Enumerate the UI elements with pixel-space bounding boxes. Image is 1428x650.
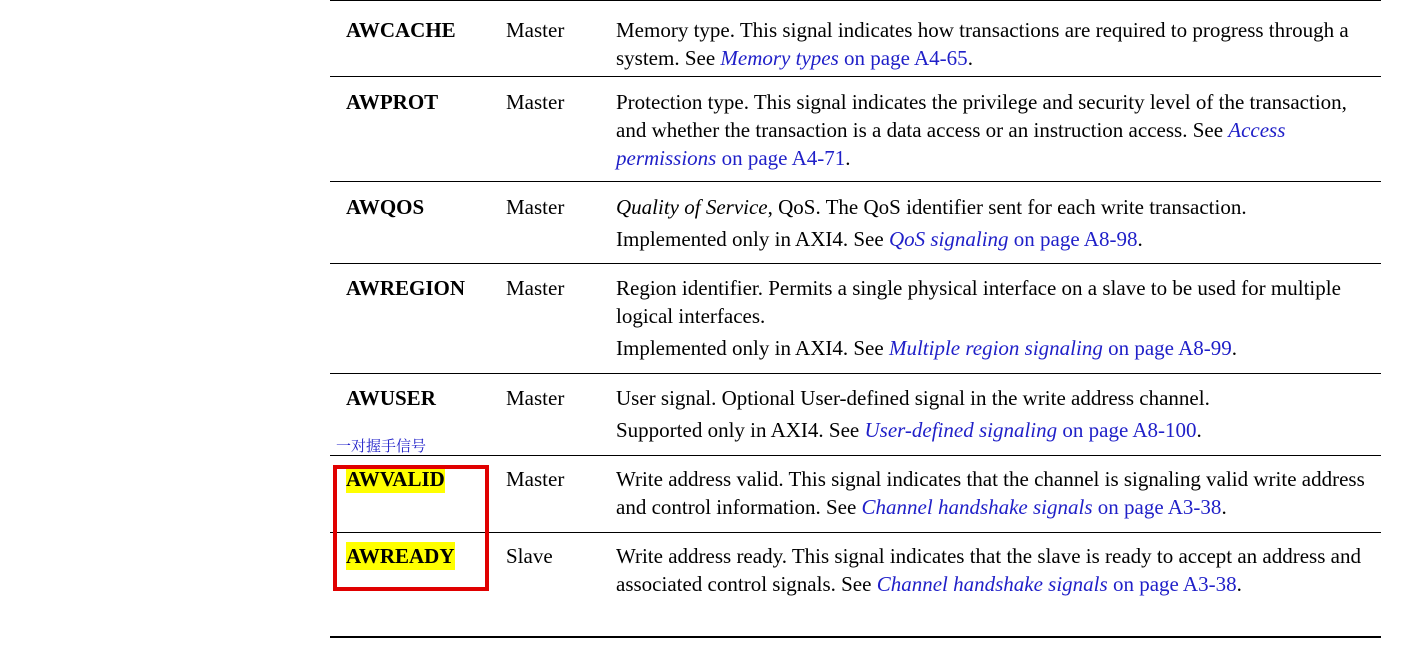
signal-description: Protection type. This signal indicates the privilege and security level of the transaction, and whether the transaction is a data access or an instruction access. See Access permissions on page A4-71. [616,90,1347,170]
table-row [330,374,1381,456]
cross-reference-link[interactable]: Multiple region signaling on page A8-99 [888,336,1232,360]
signal-name: AWPROT [346,90,439,114]
cross-reference-link[interactable]: Access permissions on page A4-71 [616,118,1286,170]
cross-reference-link[interactable]: User-defined signaling on page A8-100 [864,418,1197,442]
signal-description: User signal. Optional User-defined signal in the write address channel. Supported only in AXI4. See User-defined signaling on page A8-100. [616,386,1210,442]
signal-name: AWREADY [346,544,455,568]
signal-name: AWREGION [346,276,466,300]
table-row [330,182,1381,264]
signal-source: Master [506,276,565,300]
signal-description: Write address valid. This signal indicates that the channel is signaling valid write address and control information. See Channel handshake signals on page A3-38. [616,467,1365,519]
handshake-annotation-box [333,465,489,591]
table-row [330,77,1381,182]
signal-source: Slave [506,544,553,568]
cross-reference-link[interactable]: Memory types on page A4-65 [720,46,968,70]
table-row [330,264,1381,374]
signal-source: Master [506,90,565,114]
signal-name: AWCACHE [346,18,456,42]
signal-source: Master [506,195,565,219]
signal-description: Memory type. This signal indicates how transactions are required to progress through a system. See Memory types on page A4-65. [616,18,1349,70]
cross-reference-link[interactable]: Channel handshake signals on page A3-38 [876,572,1237,596]
signal-name: AWVALID [346,467,445,491]
signal-description: Quality of Service, QoS. The QoS identifier sent for each write transaction. Implemented only in AXI4. See QoS signaling on page A8-98. [616,195,1247,251]
signal-description: Write address ready. This signal indicates that the slave is ready to accept an address and associated control signals. See Channel handshake signals on page A3-38. [616,544,1361,596]
table-row [330,0,1381,77]
signal-source: Master [506,467,565,491]
cross-reference-link[interactable]: Channel handshake signals on page A3-38 [861,495,1222,519]
signal-name: AWQOS [346,195,425,219]
signal-source: Master [506,386,565,410]
handshake-annotation-note: 一对握手信号 [336,437,427,455]
cross-reference-link[interactable]: QoS signaling on page A8-98 [888,227,1138,251]
signal-source: Master [506,18,565,42]
signal-name: AWUSER [346,386,436,410]
signal-description: Region identifier. Permits a single physical interface on a slave to be used for multiple logical interfaces. Implemented only in AXI4. See Multiple region signaling on page A8-99. [616,276,1341,360]
